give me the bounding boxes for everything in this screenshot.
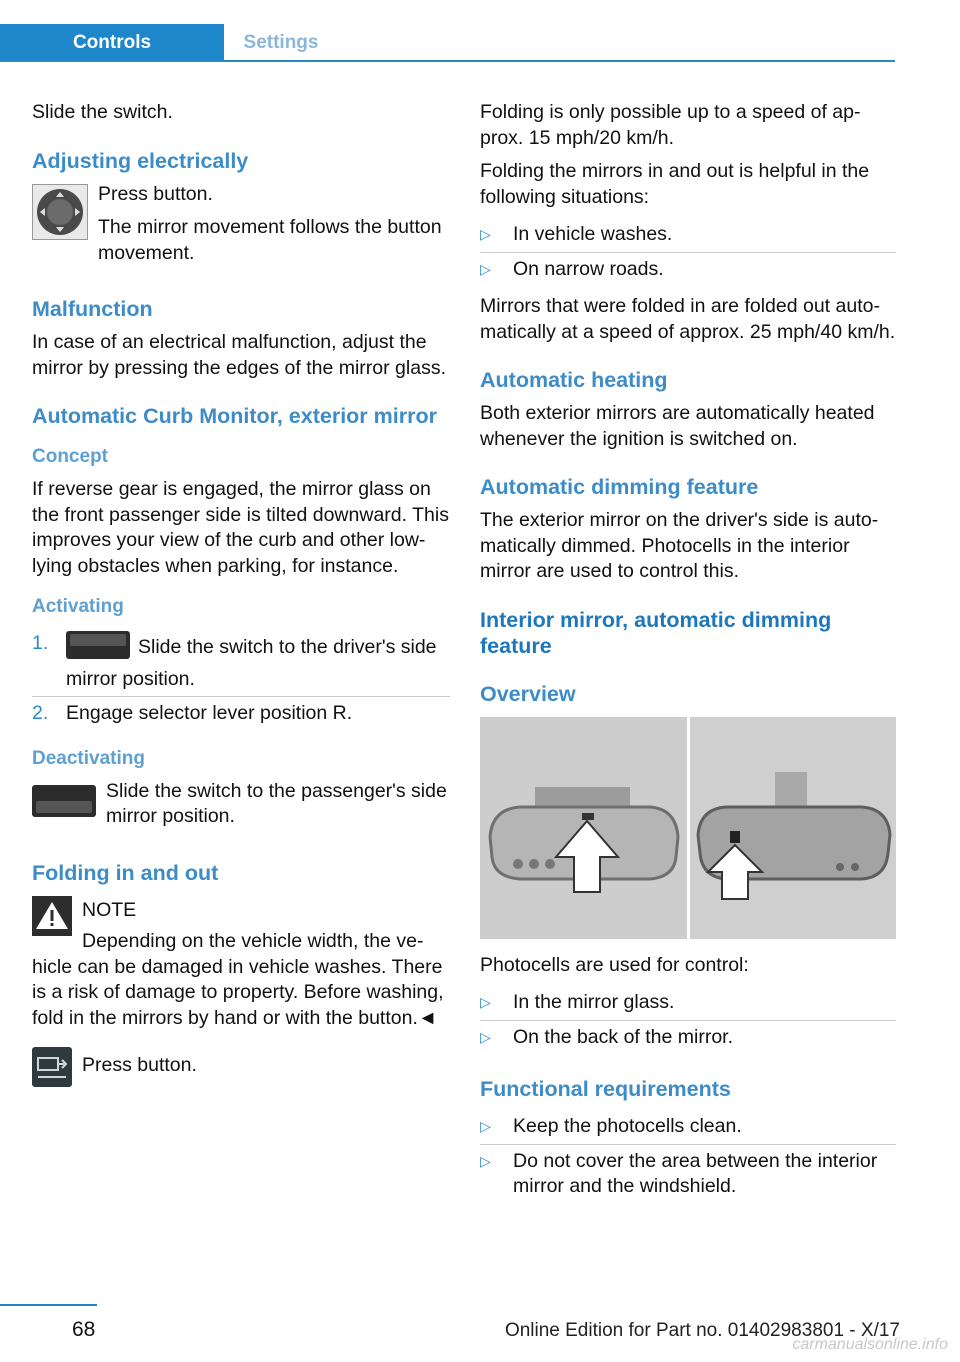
list-item (480, 253, 896, 287)
switch-passenger-icon (32, 781, 96, 829)
fold-mirror-icon (32, 1047, 72, 1095)
triangle-bullet-icon: ▷ (480, 1118, 491, 1134)
situations-list (480, 218, 896, 286)
note-text: Depending on the vehicle width, the vehicle can be damaged in vehicle washes. There is a risk of damage to property. Before washing, fold in the mirrors by hand or with the button.◄ (32, 930, 444, 1029)
concept-text: If reverse gear is engaged, the mirror glass on the front passenger side is tilted downward. This improves your view of the curb and other low-lying obstacles when parking, for instance. (32, 478, 449, 577)
step-text: Engage selector lever position R. (66, 702, 353, 724)
switch-driver-icon (66, 631, 130, 667)
list-item-text: On the back of the mirror. (513, 1025, 734, 1048)
deactivating-row (32, 779, 450, 838)
list-item (480, 218, 896, 253)
mirror-front-image (480, 717, 687, 939)
adjusting-line1: Press button. (98, 182, 213, 205)
malfunction-text: In case of an electrical malfunction, adjust the mirror by pressing the edges of the mirror glass. (32, 331, 446, 379)
footer-rule (0, 1304, 97, 1306)
fold-button-row (32, 1045, 450, 1095)
mirror-back-image (690, 717, 896, 939)
heading-automatic-heating: Automatic heating (480, 368, 668, 392)
right-column (480, 100, 896, 1212)
heading-malfunction: Malfunction (32, 297, 153, 321)
edition-text: Online Edition for Part no. 01402983801 - X/17 (504, 1320, 900, 1341)
heading-interior-mirror: Interior mirror, automatic dimming feature (480, 607, 832, 658)
list-item (32, 627, 450, 697)
left-column (32, 100, 450, 1095)
folding-speed-text: Folding is only possible up to a speed of approx. 15 mph/20 km/h. (480, 101, 861, 149)
heading-functional-requirements: Functional requirements (480, 1077, 731, 1101)
heading-curb-monitor: Automatic Curb Monitor, exterior mirror (32, 404, 437, 428)
list-item (32, 697, 450, 731)
photocells-intro: Photocells are used for control: (480, 953, 749, 976)
list-item (480, 1110, 896, 1145)
header-tabs (0, 24, 895, 62)
heading-activating: Activating (32, 596, 124, 617)
adjusting-text (98, 182, 450, 275)
triangle-bullet-icon: ▷ (480, 1152, 491, 1169)
heading-concept: Concept (32, 446, 108, 467)
tab-settings[interactable]: Settings (243, 32, 319, 53)
note-title: NOTE (82, 898, 137, 921)
list-item-text: In vehicle washes. (513, 223, 673, 245)
heading-folding: Folding in and out (32, 860, 219, 885)
heading-deactivating: Deactivating (32, 747, 145, 769)
triangle-bullet-icon: ▷ (480, 994, 491, 1010)
adjusting-row (32, 182, 450, 275)
step-number: 1. (32, 632, 49, 654)
fold-press-text: Press button. (82, 1054, 197, 1076)
heading-automatic-dimming: Automatic dimming feature (480, 475, 759, 499)
photocells-list (480, 986, 896, 1054)
step-number: 2. (32, 702, 49, 724)
heading-adjusting-electrically: Adjusting electrically (32, 148, 249, 173)
list-item (480, 1021, 896, 1055)
interior-mirror-photo (480, 717, 896, 939)
deactivating-text: Slide the switch to the passenger's side mirror position. (106, 779, 447, 827)
mirror-joystick-icon (32, 184, 88, 248)
list-item-text: On narrow roads. (513, 257, 664, 280)
dimming-text: The exterior mirror on the driver's side is automatically dimmed. Photocells in the interior mirror are used to control this. (480, 509, 879, 582)
list-item (480, 1145, 896, 1204)
requirements-list (480, 1110, 896, 1204)
triangle-bullet-icon: ▷ (480, 260, 491, 277)
step-text: Slide the switch to the driver's side mirror position. (66, 636, 437, 690)
heading-overview: Overview (480, 681, 576, 706)
page-number: 68 (72, 1318, 96, 1341)
activating-steps (32, 627, 450, 731)
list-item (480, 986, 896, 1021)
tab-controls[interactable]: Controls (0, 24, 224, 60)
intro-text: Slide the switch. (32, 101, 173, 123)
warning-icon (32, 896, 72, 944)
list-item-text: In the mirror glass. (513, 991, 675, 1013)
watermark-text: carmanualsonline.info (792, 1336, 948, 1353)
triangle-bullet-icon: ▷ (480, 226, 491, 242)
note-block (32, 894, 450, 1032)
triangle-bullet-icon: ▷ (480, 1028, 491, 1045)
folded-out-text: Mirrors that were folded in are folded out automatically at a speed of approx. 25 mph/40 km/h. (480, 295, 896, 343)
heating-text: Both exterior mirrors are automatically heated whenever the ignition is switched on. (480, 402, 875, 450)
list-item-text: Keep the photocells clean. (513, 1115, 742, 1137)
list-item-text: Do not cover the area between the interior mirror and the windshield. (513, 1149, 878, 1197)
adjusting-line2: The mirror movement follows the button movement. (98, 216, 442, 264)
folding-helpful-text: Folding the mirrors in and out is helpful in the following situations: (480, 160, 870, 208)
